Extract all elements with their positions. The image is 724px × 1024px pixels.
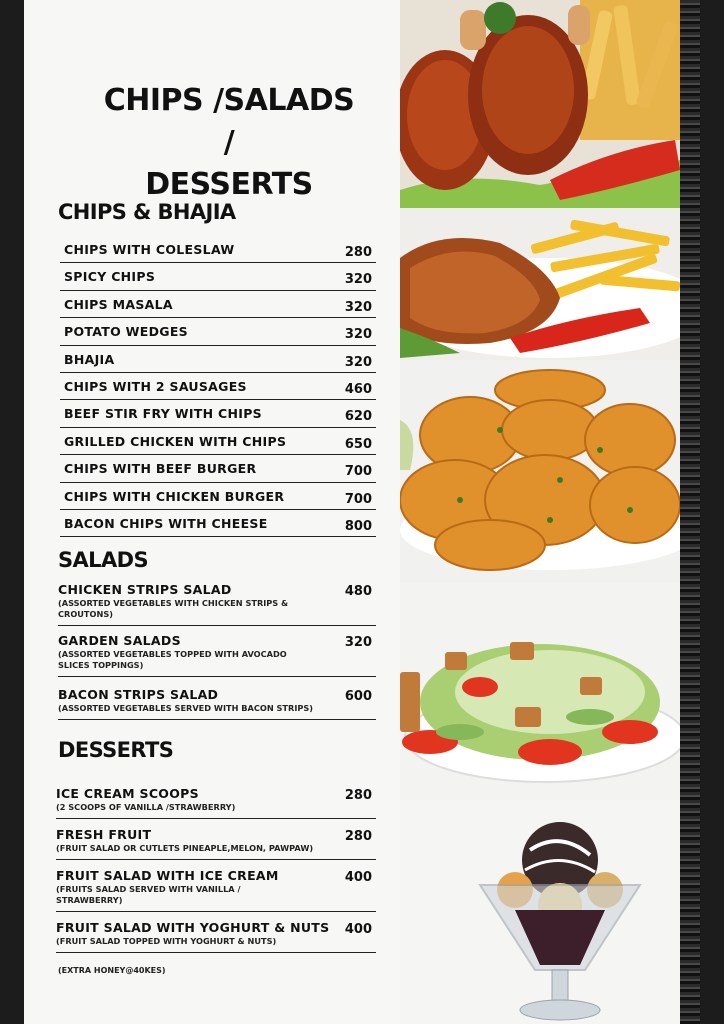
menu-text-column (24, 0, 400, 1024)
item-price: 280 (344, 788, 372, 803)
item-price: 600 (344, 689, 372, 704)
item-price: 650 (344, 436, 372, 452)
item-price: 400 (344, 922, 372, 937)
chicken-chips-photo (400, 0, 680, 208)
item-price: 460 (344, 381, 372, 397)
item-description: (ASSORTED VEGETABLES SERVED WITH BACON STRIPS) (58, 703, 314, 713)
menu-item (60, 346, 376, 373)
menu-item (56, 864, 376, 912)
item-price: 620 (344, 409, 372, 425)
item-price: 480 (344, 584, 372, 599)
item-price: 320 (344, 327, 372, 343)
item-name: BHAJIA (64, 351, 115, 367)
title-line-1: CHIPS /SALADS / (103, 83, 355, 160)
title-line-2: DESSERTS (145, 167, 313, 202)
item-price: 320 (344, 635, 372, 650)
item-name: POTATO WEDGES (64, 324, 188, 340)
menu-item (60, 428, 376, 455)
menu-item (60, 455, 376, 482)
section-heading-desserts: DESSERTS (58, 738, 174, 762)
item-price: 280 (344, 829, 372, 844)
item-description: (FRUITS SALAD SERVED WITH VANILLA / STRAWBERRY) (56, 884, 241, 905)
menu-item (60, 510, 376, 537)
menu-item (60, 291, 376, 318)
item-name: CHIPS WITH COLESLAW (64, 242, 235, 257)
menu-item (60, 400, 376, 427)
menu-item (58, 578, 376, 626)
menu-item (56, 823, 376, 860)
item-name: FRUIT SALAD WITH ICE CREAM (56, 868, 279, 883)
item-name: BEEF STIR FRY WITH CHIPS (64, 406, 262, 422)
item-name: FRUIT SALAD WITH YOGHURT & NUTS (56, 920, 330, 935)
menu-item (60, 318, 376, 345)
item-name: CHIPS WITH CHICKEN BURGER (64, 488, 285, 504)
item-price: 280 (344, 245, 372, 260)
footnote: (EXTRA HONEY@40KES) (58, 966, 166, 975)
item-price: 320 (344, 299, 372, 315)
item-price: 320 (344, 272, 372, 288)
menu-item (58, 683, 376, 720)
section-heading-salads: SALADS (58, 548, 148, 572)
item-name: GRILLED CHICKEN WITH CHIPS (64, 433, 287, 449)
salad-photo (400, 582, 680, 800)
binder-spine (680, 0, 700, 1024)
menu-item (60, 236, 376, 263)
ice-cream-sundae-photo (400, 800, 680, 1024)
item-name: BACON STRIPS SALAD (58, 687, 219, 702)
menu-item (56, 782, 376, 819)
chips-item-list (60, 236, 376, 537)
item-price: 400 (344, 870, 372, 885)
item-name: BACON CHIPS WITH CHEESE (64, 515, 268, 531)
page-title (94, 80, 364, 206)
item-name: CHIPS WITH 2 SAUSAGES (64, 378, 247, 394)
item-name: CHIPS WITH BEEF BURGER (64, 461, 257, 477)
bhajia-photo (400, 360, 680, 582)
section-heading-chips: CHIPS & BHAJIA (58, 200, 236, 224)
item-description: (FRUIT SALAD OR CUTLETS PINEAPLE,MELON, PAWPAW) (56, 843, 314, 853)
item-name: CHICKEN STRIPS SALAD (58, 582, 232, 597)
menu-item (56, 916, 376, 953)
item-description: (ASSORTED VEGETABLES TOPPED WITH AVOCADO SLICES TOPPINGS) (58, 649, 287, 670)
item-name: SPICY CHIPS (64, 269, 156, 285)
salads-item-list (58, 578, 376, 720)
item-description: (ASSORTED VEGETABLES WITH CHICKEN STRIPS & CROUTONS) (58, 598, 289, 619)
desserts-item-list (56, 782, 376, 953)
item-description: (2 SCOOPS OF VANILLA /STRAWBERRY) (56, 802, 236, 812)
menu-item (58, 629, 376, 677)
item-description: (FRUIT SALAD TOPPED WITH YOGHURT & NUTS) (56, 936, 277, 946)
grilled-chicken-fries-photo (400, 208, 680, 360)
item-price: 800 (344, 518, 372, 534)
item-price: 320 (344, 354, 372, 370)
menu-page (24, 0, 692, 1024)
item-name: GARDEN SALADS (58, 633, 181, 648)
item-name: FRESH FRUIT (56, 827, 152, 842)
item-price: 700 (344, 464, 372, 480)
item-name: CHIPS MASALA (64, 296, 173, 312)
item-name: ICE CREAM SCOOPS (56, 786, 199, 801)
menu-item (60, 483, 376, 510)
item-price: 700 (344, 491, 372, 507)
menu-item (60, 373, 376, 400)
menu-item (60, 263, 376, 290)
